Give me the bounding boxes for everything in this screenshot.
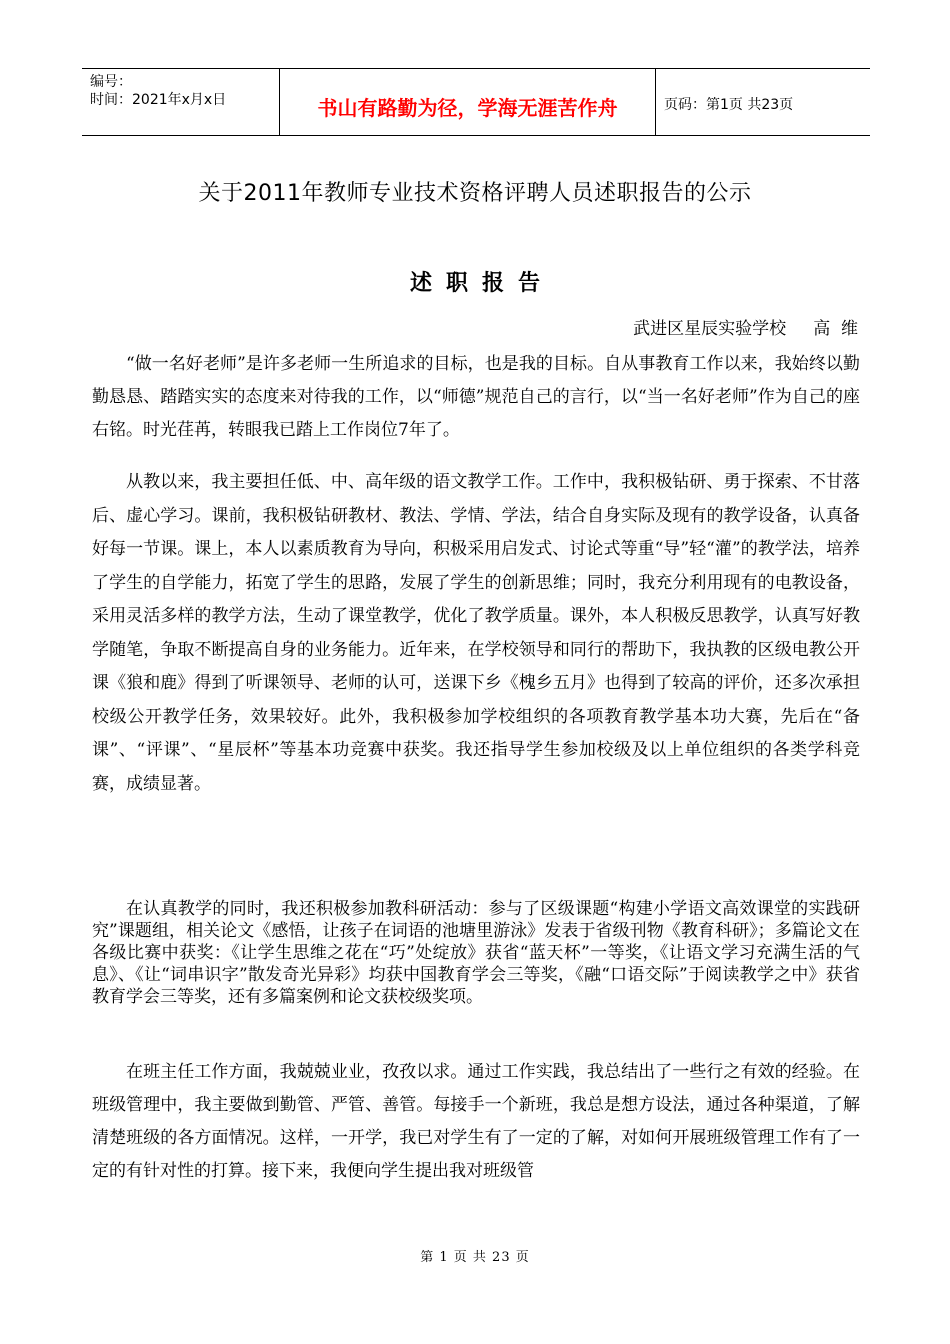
date-label: 时间：2021年x月x日 xyxy=(90,92,227,108)
header-meta xyxy=(82,69,280,135)
paragraph-3: 在认真教学的同时，我还积极参加教科研活动：参与了区级课题“构建小学语文高效课堂的实践研究”课题组，相关论文《感悟，让孩子在词语的池塘里游泳》发表于省级刊物《教育科研》；多篇论文在各级比赛中获奖：《让学生思维之花在“巧”处绽放》获省“蓝天杯”一等奖，《让语文学习充满生活的气息》、《让“词串识字”散发奇光异彩》均获中国教育学会三等奖，《融“口语交际”于阅读教学之中》获省教育学会三等奖，还有多篇案例和论文获校级奖项。 xyxy=(92,899,860,1007)
page-info: 页码：第1页 共23页 xyxy=(664,97,794,113)
paragraph-1: “做一名好老师”是许多老师一生所追求的目标，也是我的目标。自从事教育工作以来，我始终以勤勤恳恳、踏踏实实的态度来对待我的工作，以“师德”规范自己的言行，以“当一名好老师”作为自己的座右铭。时光荏苒，转眼我已踏上工作岗位7年了。 xyxy=(92,354,860,440)
motto-text: 书山有路勤为径，学海无涯苦作舟 xyxy=(317,95,618,120)
header-table xyxy=(82,68,870,136)
paragraph-4: 在班主任工作方面，我兢兢业业，孜孜以求。通过工作实践，我总结出了一些行之有效的经验。在班级管理中，我主要做到勤管、严管、善管。每接手一个新班，我总是想方设法，通过各种渠道，了解清楚班级的各方面情况。这样，一开学，我已对学生有了一定的了解，对如何开展班级管理工作有了一定的有针对性的打算。接下来，我便向学生提出我对班级管 xyxy=(92,1062,860,1181)
report-subtitle: 述职报告 xyxy=(409,271,554,296)
document-title: 关于2011年教师专业技术资格评聘人员述职报告的公示 xyxy=(198,181,752,206)
header-motto-cell xyxy=(280,69,656,135)
number-label: 编号： xyxy=(90,74,132,90)
page-footer: 第 1 页 共 23 页 xyxy=(420,1250,530,1265)
author-line: 武进区星辰实验学校 高 维 xyxy=(633,319,858,339)
paragraph-2: 从教以来，我主要担任低、中、高年级的语文教学工作。工作中，我积极钻研、勇于探索、不甘落后、虚心学习。课前，我积极钻研教材、教法、学情、学法，结合自身实际及现有的教学设备，认真备好每一节课。课上，本人以素质教育为导向，积极采用启发式、讨论式等重“导”轻“灌”的教学法，培养了学生的自学能力，拓宽了学生的思路，发展了学生的创新思维；同时，我充分利用现有的电教设备，采用灵活多样的教学方法，生动了课堂教学，优化了教学质量。课外，本人积极反思教学，认真写好教学随笔，争取不断提高自身的业务能力。近年来，在学校领导和同行的帮助下，我执教的区级电教公开课《狼和鹿》得到了听课领导、老师的认可，送课下乡《槐乡五月》也得到了较高的评价，还多次承担校级公开教学任务，效果较好。此外，我积极参加学校组织的各项教育教学基本功大赛，先后在“备课”、“评课”、“星辰杯”等基本功竞赛中获奖。我还指导学生参加校级及以上单位组织的各类学科竞赛，成绩显著。 xyxy=(92,472,860,794)
header-page-info-cell xyxy=(656,69,870,135)
